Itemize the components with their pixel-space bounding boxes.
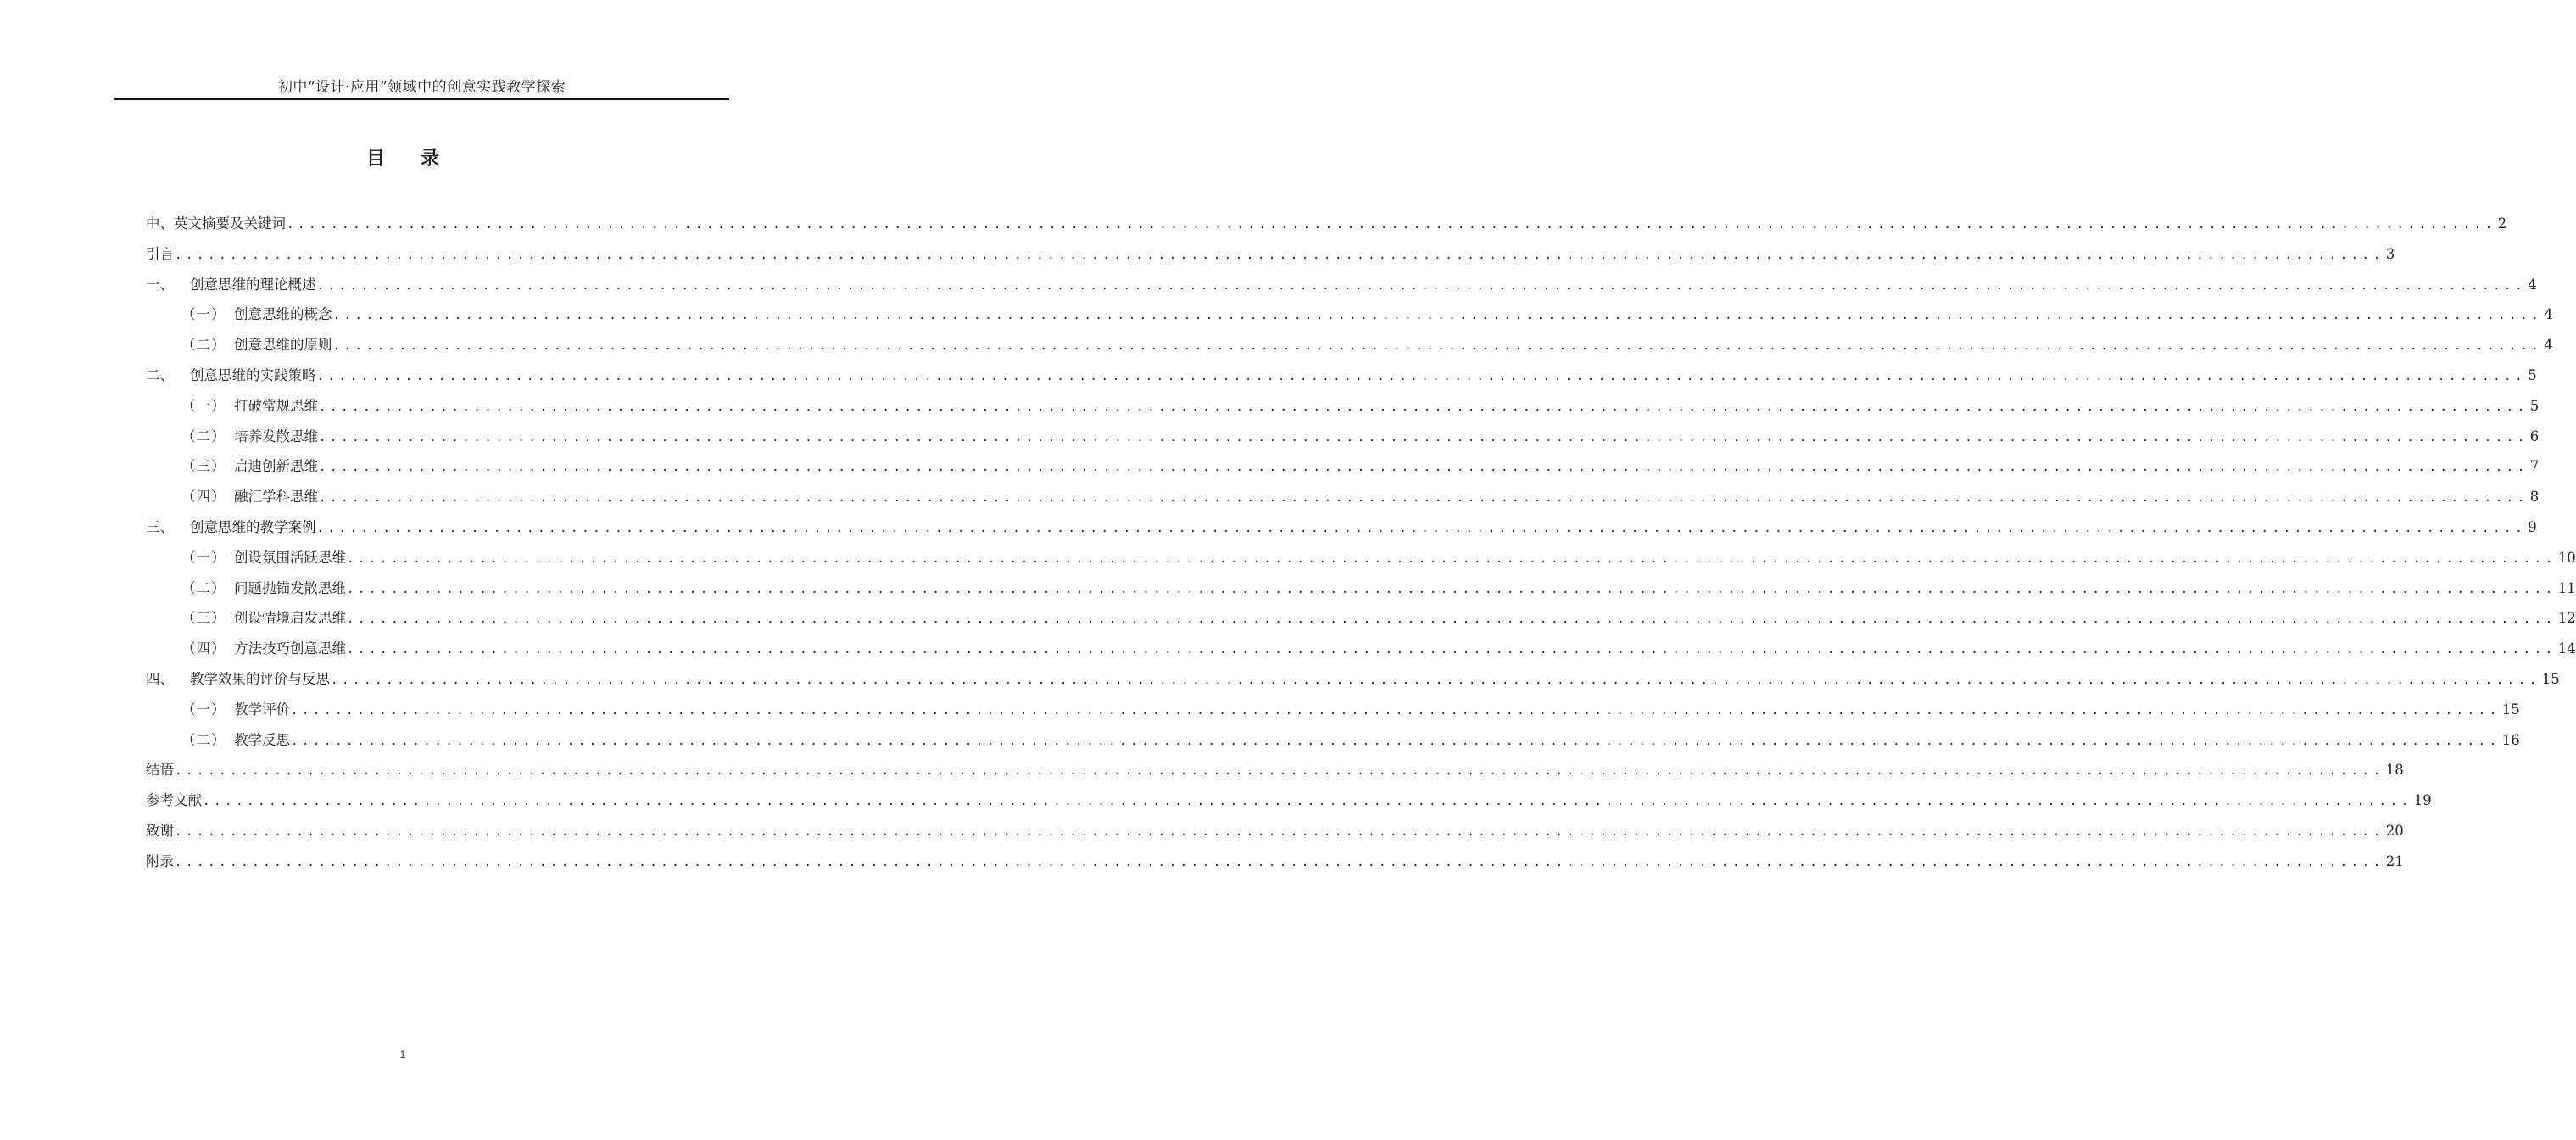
toc-entry[interactable]	[146, 305, 2553, 335]
toc-entry[interactable]	[146, 275, 2537, 305]
header-rule	[114, 98, 729, 100]
toc-dot-leader: ........................................................................................................................................................................................................	[319, 430, 2529, 444]
toc-dot-leader: ........................................................................................................................................................................................................	[316, 521, 2527, 535]
page-number: 1	[399, 1048, 406, 1060]
toc-entry-page: 11	[2557, 579, 2576, 596]
toc-title	[0, 146, 806, 171]
toc-entry-title: 创设氛围活跃思维	[234, 549, 346, 566]
toc-entry-title: 创意思维的教学案例	[190, 518, 316, 535]
toc-entry-title: 启迪创新思维	[234, 458, 318, 475]
toc-title-char: 目	[365, 148, 385, 170]
toc-dot-leader: ........................................................................................................................................................................................................	[287, 218, 2496, 232]
toc-dot-leader: ........................................................................................................................................................................................................	[316, 369, 2527, 383]
toc-entry-number: 四、	[146, 670, 174, 687]
toc-entry[interactable]	[146, 852, 2404, 882]
toc-entry[interactable]	[146, 244, 2395, 275]
toc-dot-leader: ........................................................................................................................................................................................................	[347, 612, 2556, 627]
toc-entry-page: 15	[2501, 701, 2520, 718]
toc-title-char: 录	[421, 148, 440, 170]
toc-entry-page: 15	[2541, 670, 2560, 687]
toc-entry[interactable]	[146, 366, 2537, 396]
toc-entry-title: 引言	[146, 245, 174, 262]
toc-dot-leader: ........................................................................................................................................................................................................	[175, 248, 2384, 262]
toc-entry-number: （三）	[181, 458, 226, 475]
toc-entry-title: 创意思维的实践策略	[190, 366, 316, 383]
toc-entry[interactable]	[146, 608, 2576, 639]
toc-entry[interactable]	[146, 335, 2553, 366]
toc-entry-page: 4	[2544, 337, 2553, 354]
toc-entry-page: 18	[2385, 762, 2404, 779]
toc-dot-leader: ........................................................................................................................................................................................................	[291, 734, 2501, 748]
toc-entry-title: 教学效果的评价与反思	[190, 670, 330, 687]
toc-entry[interactable]	[146, 821, 2404, 852]
toc-dot-leader: ........................................................................................................................................................................................................	[347, 551, 2556, 566]
toc-entry-number: （二）	[181, 731, 226, 748]
toc-entry-title: 结语	[146, 762, 174, 779]
toc-entry-page: 19	[2413, 792, 2432, 809]
toc-entry-number: 一、	[146, 276, 174, 293]
toc-entry-title: 问题抛锚发散思维	[234, 579, 346, 596]
toc-entry-page: 2	[2497, 215, 2507, 232]
toc-entry-title: 参考文献	[146, 792, 202, 809]
toc-dot-leader: ........................................................................................................................................................................................................	[291, 703, 2501, 718]
toc-entry-page: 8	[2529, 489, 2540, 506]
toc-dot-leader: ........................................................................................................................................................................................................	[175, 855, 2384, 869]
toc-entry[interactable]	[146, 760, 2404, 791]
toc-entry-number: （一）	[181, 306, 226, 323]
toc-entry[interactable]	[146, 396, 2540, 427]
toc-dot-leader: ........................................................................................................................................................................................................	[347, 643, 2556, 657]
toc-dot-leader: ........................................................................................................................................................................................................	[175, 824, 2384, 839]
table-of-contents	[146, 214, 2576, 882]
toc-entry[interactable]	[146, 700, 2520, 730]
toc-entry-title: 打破常规思维	[234, 397, 318, 414]
toc-entry-page: 20	[2385, 822, 2404, 839]
toc-entry-page: 16	[2501, 731, 2520, 748]
toc-entry[interactable]	[146, 427, 2540, 457]
toc-entry-page: 14	[2557, 640, 2576, 657]
toc-entry[interactable]	[146, 730, 2520, 761]
toc-entry-page: 5	[2529, 397, 2540, 414]
toc-dot-leader: ........................................................................................................................................................................................................	[347, 582, 2556, 596]
toc-entry-number: （一）	[181, 701, 226, 718]
toc-dot-leader: ........................................................................................................................................................................................................	[203, 795, 2412, 809]
toc-entry[interactable]	[146, 548, 2576, 578]
toc-entry-page: 9	[2528, 518, 2537, 535]
toc-entry-title: 中、英文摘要及关键词	[146, 215, 286, 232]
toc-entry-number: （三）	[181, 610, 226, 627]
toc-dot-leader: ........................................................................................................................................................................................................	[331, 673, 2540, 687]
toc-entry[interactable]	[146, 456, 2540, 487]
toc-entry-page: 4	[2544, 306, 2553, 323]
toc-entry-title: 创设情境启发思维	[234, 610, 346, 627]
toc-entry-page: 5	[2528, 366, 2537, 383]
toc-entry-page: 21	[2385, 852, 2404, 869]
toc-entry-number: （四）	[181, 640, 226, 657]
toc-entry-title: 附录	[146, 852, 174, 869]
toc-entry-title: 方法技巧创意思维	[234, 640, 346, 657]
toc-dot-leader: ........................................................................................................................................................................................................	[332, 339, 2543, 354]
toc-entry-page: 6	[2529, 428, 2540, 444]
toc-entry-page: 10	[2557, 549, 2576, 566]
toc-entry-title: 创意思维的概念	[234, 306, 332, 323]
toc-entry[interactable]	[146, 669, 2560, 700]
toc-entry[interactable]	[146, 487, 2540, 517]
toc-dot-leader: ........................................................................................................................................................................................................	[319, 491, 2529, 506]
toc-entry-title: 教学反思	[234, 731, 290, 748]
toc-entry[interactable]	[146, 214, 2507, 244]
toc-entry-page: 7	[2529, 458, 2540, 475]
toc-entry-page: 4	[2528, 276, 2537, 293]
toc-entry-number: （四）	[181, 489, 226, 506]
toc-dot-leader: ........................................................................................................................................................................................................	[316, 278, 2527, 293]
toc-entry-title: 教学评价	[234, 701, 290, 718]
toc-entry-number: 二、	[146, 366, 174, 383]
toc-dot-leader: ........................................................................................................................................................................................................	[175, 764, 2384, 779]
toc-dot-leader: ........................................................................................................................................................................................................	[319, 461, 2529, 475]
running-header: 初中“设计·应用”领域中的创意实践教学探索	[277, 79, 566, 96]
toc-dot-leader: ........................................................................................................................................................................................................	[332, 309, 2543, 323]
toc-entry-number: 三、	[146, 518, 174, 535]
toc-entry-number: （二）	[181, 579, 226, 596]
toc-entry-number: （二）	[181, 337, 226, 354]
toc-entry-title: 融汇学科思维	[234, 489, 318, 506]
toc-entry-page: 3	[2385, 245, 2395, 262]
toc-entry-page: 12	[2557, 610, 2576, 627]
toc-entry-number: （一）	[181, 549, 226, 566]
toc-entry-number: （二）	[181, 428, 226, 444]
toc-entry-number: （一）	[181, 397, 226, 414]
toc-entry[interactable]	[146, 517, 2537, 548]
toc-entry[interactable]	[146, 578, 2576, 609]
toc-entry-title: 致谢	[146, 822, 174, 839]
toc-dot-leader: ........................................................................................................................................................................................................	[319, 400, 2529, 414]
toc-entry-title: 创意思维的理论概述	[190, 276, 316, 293]
toc-entry[interactable]	[146, 791, 2432, 821]
toc-entry-title: 培养发散思维	[234, 428, 318, 444]
toc-entry-title: 创意思维的原则	[234, 337, 332, 354]
toc-entry[interactable]	[146, 639, 2576, 669]
